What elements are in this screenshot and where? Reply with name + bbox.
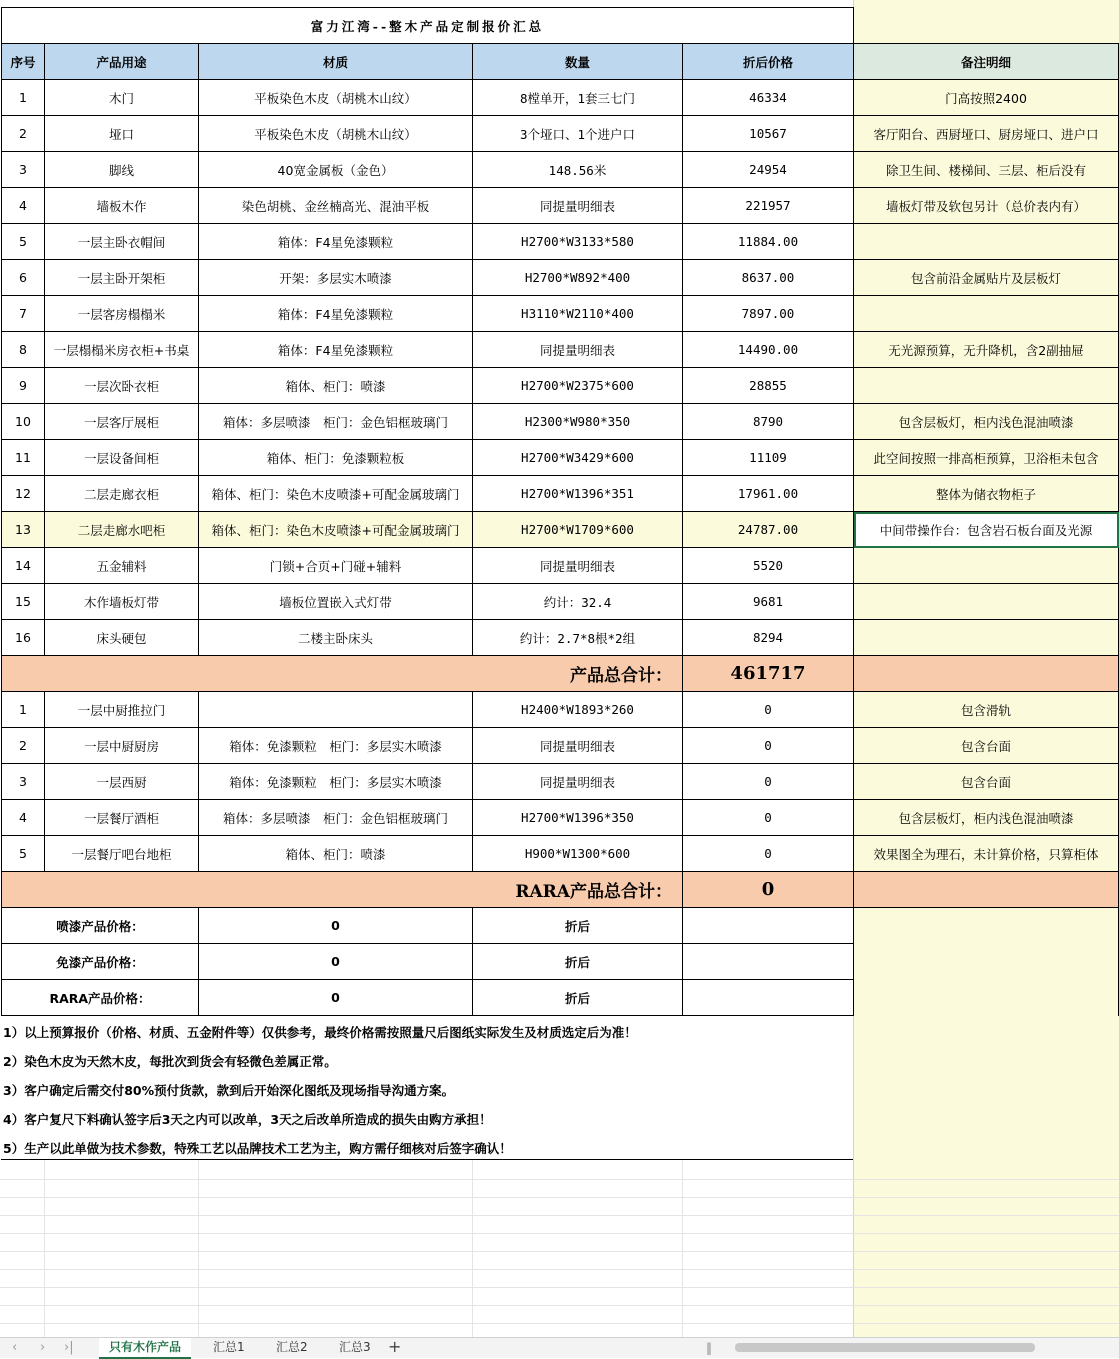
- cell-qty[interactable]: H2700*W2375*600: [473, 368, 683, 404]
- cell-qty[interactable]: H2700*W1709*600: [473, 512, 683, 548]
- price-after-label[interactable]: 折后: [473, 908, 683, 944]
- cell-price[interactable]: 17961.00: [683, 476, 854, 512]
- header-use[interactable]: 产品用途: [45, 44, 199, 80]
- table-row: [2, 800, 1119, 836]
- cell-no[interactable]: 1: [2, 692, 45, 728]
- table-row: [2, 692, 1119, 728]
- table-row: [2, 476, 1119, 512]
- price-value[interactable]: 0: [199, 944, 473, 980]
- gridline: [0, 1305, 1119, 1306]
- cell-price[interactable]: 8637.00: [683, 260, 854, 296]
- cell-use[interactable]: 一层中厨厨房: [45, 728, 199, 764]
- price-label[interactable]: 喷漆产品价格：: [2, 908, 199, 944]
- note-line[interactable]: 1）以上预算报价（价格、材质、五金附件等）仅供参考，最终价格需按照量尺后图纸实际发生及材质选定后为准！: [3, 1025, 637, 1040]
- cell-remark[interactable]: 整体为储衣物柜子: [854, 476, 1119, 512]
- cell-qty[interactable]: 8樘单开，1套三七门: [473, 80, 683, 116]
- cell-price[interactable]: 0: [683, 764, 854, 800]
- cell-remark[interactable]: [854, 584, 1119, 620]
- cell-price[interactable]: 10567: [683, 116, 854, 152]
- gridline: [44, 1160, 45, 1337]
- horizontal-scrollbar[interactable]: [735, 1343, 1035, 1352]
- header-price[interactable]: 折后价格: [683, 44, 854, 80]
- cell-qty[interactable]: H2700*W3429*600: [473, 440, 683, 476]
- cell-use[interactable]: 木门: [45, 80, 199, 116]
- cell-price[interactable]: 24954: [683, 152, 854, 188]
- notes-bottom-border: [1, 1159, 853, 1160]
- cell-remark[interactable]: 包含滑轨: [854, 692, 1119, 728]
- price-label[interactable]: 免漆产品价格：: [2, 944, 199, 980]
- price-value[interactable]: 0: [199, 980, 473, 1016]
- cell-use[interactable]: 一层餐厅酒柜: [45, 800, 199, 836]
- cell-material[interactable]: 箱体：免漆颗粒 柜门：多层实木喷漆: [199, 728, 473, 764]
- cell-qty[interactable]: H2300*W980*350: [473, 404, 683, 440]
- gridline: [0, 1233, 1119, 1234]
- cell-no[interactable]: 12: [2, 476, 45, 512]
- table-row: [2, 368, 1119, 404]
- cell-no[interactable]: 4: [2, 800, 45, 836]
- total-label[interactable]: 产品总合计：: [2, 656, 683, 692]
- cell-qty[interactable]: H900*W1300*600: [473, 836, 683, 872]
- sheet-tab-bar: [0, 1337, 1119, 1358]
- sheet-title[interactable]: 富力江湾--整木产品定制报价汇总: [2, 8, 854, 44]
- table-row: [2, 188, 1119, 224]
- table-row: [2, 152, 1119, 188]
- cell-remark[interactable]: 无光源预算，无升降机，含2副抽屉: [854, 332, 1119, 368]
- table-row: [2, 728, 1119, 764]
- cell-no[interactable]: 1: [2, 80, 45, 116]
- table-row: [2, 764, 1119, 800]
- cell-qty[interactable]: H2700*W3133*580: [473, 224, 683, 260]
- cell-material[interactable]: 箱体、柜门：染色木皮喷漆+可配金属玻璃门: [199, 512, 473, 548]
- cell-remark[interactable]: 中间带操作台：包含岩石板台面及光源: [854, 512, 1119, 548]
- table-row: [2, 440, 1119, 476]
- gridline: [682, 1160, 683, 1337]
- cell-qty[interactable]: 约计：2.7*8根*2组: [473, 620, 683, 656]
- cell-qty[interactable]: 约计：32.4: [473, 584, 683, 620]
- cell-price[interactable]: 9681: [683, 584, 854, 620]
- cell-qty[interactable]: 同提量明细表: [473, 728, 683, 764]
- cell-price[interactable]: 24787.00: [683, 512, 854, 548]
- cell-material[interactable]: 箱体、柜门：喷漆: [199, 836, 473, 872]
- gridline: [0, 1251, 1119, 1252]
- cell-no[interactable]: 3: [2, 764, 45, 800]
- cell-remark[interactable]: 效果图全为理石，未计算价格，只算柜体: [854, 836, 1119, 872]
- cell-use[interactable]: 二层走廊水吧柜: [45, 512, 199, 548]
- splitter-icon[interactable]: ‖: [706, 1341, 712, 1355]
- cell-remark[interactable]: 客厅阳台、西厨垭口、厨房垭口、进户口: [854, 116, 1119, 152]
- gridline: [0, 1269, 1119, 1270]
- gridline: [198, 1160, 199, 1337]
- cell-no[interactable]: 3: [2, 152, 45, 188]
- cell-use[interactable]: 木作墙板灯带: [45, 584, 199, 620]
- cell-remark[interactable]: [854, 224, 1119, 260]
- cell-use[interactable]: 脚线: [45, 152, 199, 188]
- total-label[interactable]: RARA产品总合计：: [2, 872, 683, 908]
- cell-qty[interactable]: 同提量明细表: [473, 548, 683, 584]
- table-row: [2, 224, 1119, 260]
- cell-material[interactable]: 箱体、柜门：免漆颗粒板: [199, 440, 473, 476]
- cell-material[interactable]: 箱体：F4星免漆颗粒: [199, 224, 473, 260]
- gridline: [472, 1160, 473, 1337]
- cell-material[interactable]: [199, 692, 473, 728]
- price-after-value[interactable]: [683, 944, 854, 980]
- cell-no[interactable]: 2: [2, 116, 45, 152]
- price-value[interactable]: 0: [199, 908, 473, 944]
- price-after-label[interactable]: 折后: [473, 944, 683, 980]
- cell-qty[interactable]: H2700*W1396*351: [473, 476, 683, 512]
- total-row: [2, 872, 1119, 908]
- cell-qty[interactable]: 3个垭口、1个进户口: [473, 116, 683, 152]
- cell-material[interactable]: 墙板位置嵌入式灯带: [199, 584, 473, 620]
- cell-remark[interactable]: [854, 944, 1119, 980]
- cell-use[interactable]: 一层客房榻榻米: [45, 296, 199, 332]
- table-row: [2, 512, 1119, 548]
- cell-qty[interactable]: 同提量明细表: [473, 188, 683, 224]
- cell-qty[interactable]: H3110*W2110*400: [473, 296, 683, 332]
- cell-no[interactable]: 11: [2, 440, 45, 476]
- total-value[interactable]: 461717: [683, 656, 854, 692]
- header-material[interactable]: 材质: [199, 44, 473, 80]
- cell-no[interactable]: 5: [2, 224, 45, 260]
- cell-price[interactable]: 5520: [683, 548, 854, 584]
- table-row: [2, 296, 1119, 332]
- cell-material[interactable]: 箱体：F4星免漆颗粒: [199, 296, 473, 332]
- header-row: [2, 44, 1119, 80]
- cell-no[interactable]: 5: [2, 836, 45, 872]
- note-line[interactable]: 5）生产以此单做为技术参数，特殊工艺以品牌技术工艺为主，购方需仔细核对后签字确认！: [3, 1141, 512, 1156]
- cell-no[interactable]: 10: [2, 404, 45, 440]
- cell-material[interactable]: 染色胡桃、金丝楠高光、混油平板: [199, 188, 473, 224]
- price-summary-row: [2, 980, 1119, 1016]
- cell-use[interactable]: 一层榻榻米房衣柜+书桌: [45, 332, 199, 368]
- price-label[interactable]: RARA产品价格：: [2, 980, 199, 1016]
- next-sheet-icon[interactable]: ›: [40, 1340, 46, 1355]
- cell-price[interactable]: 0: [683, 836, 854, 872]
- cell-remark[interactable]: 此空间按照一排高柜预算，卫浴柜未包含: [854, 440, 1119, 476]
- prev-sheet-icon[interactable]: ‹: [12, 1340, 18, 1355]
- cell-remark[interactable]: 包含台面: [854, 764, 1119, 800]
- total-row: [2, 656, 1119, 692]
- gridline: [0, 1323, 1119, 1324]
- table-row: [2, 584, 1119, 620]
- table-row: [2, 116, 1119, 152]
- cell-use[interactable]: 床头硬包: [45, 620, 199, 656]
- add-sheet-icon[interactable]: +: [388, 1337, 402, 1356]
- cell-price[interactable]: 221957: [683, 188, 854, 224]
- cell-remark[interactable]: 包含层板灯，柜内浅色混油喷漆: [854, 404, 1119, 440]
- cell-price[interactable]: 8790: [683, 404, 854, 440]
- cell-price[interactable]: 46334: [683, 80, 854, 116]
- cell-material[interactable]: 平板染色木皮（胡桃木山纹）: [199, 80, 473, 116]
- cell-use[interactable]: 一层客厅展柜: [45, 404, 199, 440]
- price-summary-row: [2, 944, 1119, 980]
- cell-price[interactable]: 11109: [683, 440, 854, 476]
- cell-material[interactable]: 箱体、柜门：喷漆: [199, 368, 473, 404]
- cell-remark[interactable]: [854, 656, 1119, 692]
- cell-qty[interactable]: 同提量明细表: [473, 332, 683, 368]
- cell-use[interactable]: 垭口: [45, 116, 199, 152]
- table-row: [2, 80, 1119, 116]
- note-line[interactable]: 4）客户复尺下料确认签字后3天之内可以改单，3天之后改单所造成的损失由购方承担！: [3, 1112, 492, 1127]
- total-value[interactable]: 0: [683, 872, 854, 908]
- cell-use[interactable]: 一层餐厅吧台地柜: [45, 836, 199, 872]
- tab-summary-3[interactable]: 汇总3: [339, 1340, 371, 1354]
- gridline: [0, 1287, 1119, 1288]
- cell-remark[interactable]: 墙板灯带及软包另计（总价表内有）: [854, 188, 1119, 224]
- cell-qty[interactable]: 同提量明细表: [473, 764, 683, 800]
- header-remark[interactable]: 备注明细: [854, 44, 1119, 80]
- table-row: [2, 548, 1119, 584]
- cell-no[interactable]: 8: [2, 332, 45, 368]
- cell-no[interactable]: 14: [2, 548, 45, 584]
- cell-no[interactable]: 16: [2, 620, 45, 656]
- cell-material[interactable]: 平板染色木皮（胡桃木山纹）: [199, 116, 473, 152]
- table-row: [2, 620, 1119, 656]
- table-row: [2, 260, 1119, 296]
- cell-use[interactable]: 五金辅料: [45, 548, 199, 584]
- cell-remark[interactable]: [854, 296, 1119, 332]
- tab-wood-products[interactable]: 只有木作产品: [99, 1338, 191, 1359]
- cell-remark[interactable]: [854, 872, 1119, 908]
- cell-remark[interactable]: [854, 908, 1119, 944]
- cell-use[interactable]: 二层走廊衣柜: [45, 476, 199, 512]
- cell-price[interactable]: 7897.00: [683, 296, 854, 332]
- gridline: [0, 1197, 1119, 1198]
- price-after-value[interactable]: [683, 980, 854, 1016]
- gridline: [0, 1215, 1119, 1216]
- cell-no[interactable]: 7: [2, 296, 45, 332]
- cell-use[interactable]: 一层次卧衣柜: [45, 368, 199, 404]
- cell-material[interactable]: 箱体：免漆颗粒 柜门：多层实木喷漆: [199, 764, 473, 800]
- cell-remark[interactable]: 包含层板灯，柜内浅色混油喷漆: [854, 800, 1119, 836]
- tab-summary-1[interactable]: 汇总1: [213, 1340, 245, 1354]
- header-no[interactable]: 序号: [2, 44, 45, 80]
- price-summary-row: [2, 908, 1119, 944]
- cell-material[interactable]: 二楼主卧床头: [199, 620, 473, 656]
- table-row: [2, 332, 1119, 368]
- cell-qty[interactable]: H2700*W892*400: [473, 260, 683, 296]
- cell-qty[interactable]: H2400*W1893*260: [473, 692, 683, 728]
- gridline: [0, 1179, 1119, 1180]
- cell-price[interactable]: 0: [683, 692, 854, 728]
- cell-remark[interactable]: [854, 620, 1119, 656]
- cell-material[interactable]: 40宽金属板（金色）: [199, 152, 473, 188]
- cell-remark[interactable]: [854, 548, 1119, 584]
- cell-no[interactable]: 13: [2, 512, 45, 548]
- cell-use[interactable]: 一层设备间柜: [45, 440, 199, 476]
- cell-remark[interactable]: 包含前沿金属贴片及层板灯: [854, 260, 1119, 296]
- cell-use[interactable]: 一层主卧衣帽间: [45, 224, 199, 260]
- tab-summary-2[interactable]: 汇总2: [276, 1340, 308, 1354]
- last-sheet-icon[interactable]: ›|: [64, 1340, 74, 1355]
- cell-price[interactable]: 28855: [683, 368, 854, 404]
- cell-material[interactable]: 箱体：多层喷漆 柜门：金色铝框玻璃门: [199, 404, 473, 440]
- cell-no[interactable]: 6: [2, 260, 45, 296]
- table-row: [2, 836, 1119, 872]
- cell-material[interactable]: 箱体、柜门：染色木皮喷漆+可配金属玻璃门: [199, 476, 473, 512]
- cell-no[interactable]: 9: [2, 368, 45, 404]
- header-qty[interactable]: 数量: [473, 44, 683, 80]
- cell-price[interactable]: 0: [683, 800, 854, 836]
- cell-material[interactable]: 门锁+合页+门碰+辅料: [199, 548, 473, 584]
- cell-remark[interactable]: 除卫生间、楼梯间、三层、柜后没有: [854, 152, 1119, 188]
- cell-no[interactable]: 2: [2, 728, 45, 764]
- cell-material[interactable]: 箱体：多层喷漆 柜门：金色铝框玻璃门: [199, 800, 473, 836]
- cell-use[interactable]: 一层中厨推拉门: [45, 692, 199, 728]
- cell-material[interactable]: 箱体：F4星免漆颗粒: [199, 332, 473, 368]
- cell-remark[interactable]: [854, 980, 1119, 1016]
- cell-qty[interactable]: H2700*W1396*350: [473, 800, 683, 836]
- cell-use[interactable]: 一层主卧开架柜: [45, 260, 199, 296]
- cell-price[interactable]: 0: [683, 728, 854, 764]
- quote-table: [1, 7, 1119, 1016]
- cell-remark[interactable]: [854, 368, 1119, 404]
- note-line[interactable]: 2）染色木皮为天然木皮，每批次到货会有轻微色差属正常。: [3, 1054, 337, 1069]
- cell-no[interactable]: 4: [2, 188, 45, 224]
- table-row: [2, 404, 1119, 440]
- cell-use[interactable]: 墙板木作: [45, 188, 199, 224]
- price-after-value[interactable]: [683, 908, 854, 944]
- cell-material[interactable]: 开架：多层实木喷漆: [199, 260, 473, 296]
- cell-price[interactable]: 8294: [683, 620, 854, 656]
- cell-no[interactable]: 15: [2, 584, 45, 620]
- cell-remark[interactable]: 包含台面: [854, 728, 1119, 764]
- cell-qty[interactable]: 148.56米: [473, 152, 683, 188]
- price-after-label[interactable]: 折后: [473, 980, 683, 1016]
- cell-use[interactable]: 一层西厨: [45, 764, 199, 800]
- cell[interactable]: [854, 8, 1119, 44]
- cell-remark[interactable]: 门高按照2400: [854, 80, 1119, 116]
- cell-price[interactable]: 14490.00: [683, 332, 854, 368]
- note-line[interactable]: 3）客户确定后需交付80%预付货款，款到后开始深化图纸及现场指导沟通方案。: [3, 1083, 455, 1098]
- cell-price[interactable]: 11884.00: [683, 224, 854, 260]
